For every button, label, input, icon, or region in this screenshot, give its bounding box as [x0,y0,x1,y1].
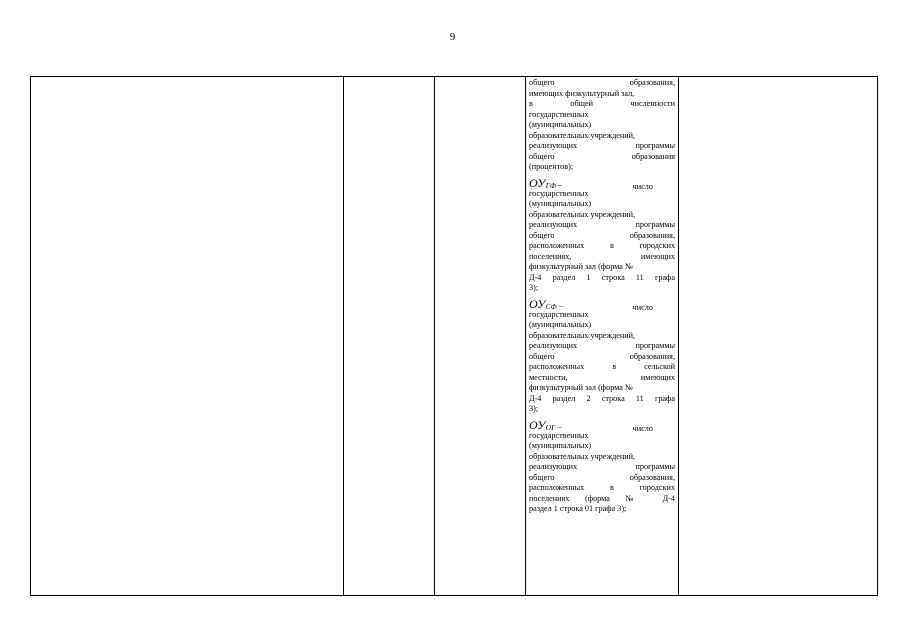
table-cell-description [526,77,679,596]
text-line: раздел 1 строка 01 графа 3); [529,504,627,513]
table-cell-3 [435,77,526,596]
term-og [529,417,675,515]
text-line: общего образования, [529,472,675,482]
text-line: (муниципальных) [529,199,592,208]
term-word: число [632,303,653,312]
text-line: реализующих программы [529,220,675,229]
indicator-table [30,76,878,596]
formula-dash: – [557,180,562,189]
text-line: расположенных в городских [529,241,675,250]
table-cell-2 [344,77,435,596]
text-line: общего образования, [529,230,675,240]
text-line: общего образования, [529,78,675,87]
text-line: Д-4 раздел 2 строка 11 графа [529,393,675,403]
table-cell-1 [31,77,344,596]
text-line: государственных [529,188,589,198]
text-line: в общей численности [529,99,675,108]
text-line: государственных [529,309,589,319]
text-line: (муниципальных) [529,441,592,450]
text-line: (муниципальных) [529,120,592,129]
text-line: образовательных учреждений, [529,451,636,461]
text-line: реализующих программы [529,341,675,350]
text-line: образовательных учреждений, [529,209,636,219]
text-line: реализующих программы [529,462,675,471]
formula-variable: ОУ [529,418,546,432]
text-line: имеющих физкультурный зал, [529,88,635,98]
intro-text [529,78,675,173]
text-line: физкультурный зал (форма № [529,383,633,392]
formula-symbol [529,417,675,431]
text-line: (процентов); [529,162,574,171]
text-line: (муниципальных) [529,320,592,329]
text-line: 3); [529,404,539,413]
term-word: число [632,424,653,433]
text-line: образовательных учреждений, [529,330,636,340]
text-line: государственных [529,430,589,440]
table-row [31,77,878,596]
text-line: государственных [529,109,589,119]
text-line: Д-4 раздел 1 строка 11 графа [529,272,675,282]
formula-symbol [529,296,675,310]
formula-symbol [529,175,675,189]
calculation-description [526,77,678,515]
text-line: поселениях, имеющих [529,251,675,261]
text-line: поселениях (форма № Д-4 [529,493,675,503]
table-cell-5 [679,77,878,596]
page-number: 9 [449,31,456,43]
text-line: реализующих программы [529,141,675,150]
formula-dash: – [558,301,563,310]
text-line: общего образования [529,151,675,161]
formula-variable: ОУ [529,297,546,311]
text-line: общего образования, [529,351,675,361]
formula-subscript: ГФ [545,181,556,190]
formula-subscript: СФ [545,302,557,311]
text-line: образовательных учреждений, [529,130,636,140]
formula-variable: ОУ [529,176,546,190]
formula-subscript: ОГ [545,423,556,432]
text-line: 3); [529,283,539,292]
text-line: местности, имеющих [529,372,675,382]
formula-dash: – [557,422,562,431]
term-word: число [632,182,653,191]
term-sf [529,296,675,415]
text-line: физкультурный зал (форма № [529,262,633,271]
term-gf [529,175,675,294]
text-line: расположенных в сельской [529,362,675,371]
text-line: расположенных в городских [529,483,675,492]
